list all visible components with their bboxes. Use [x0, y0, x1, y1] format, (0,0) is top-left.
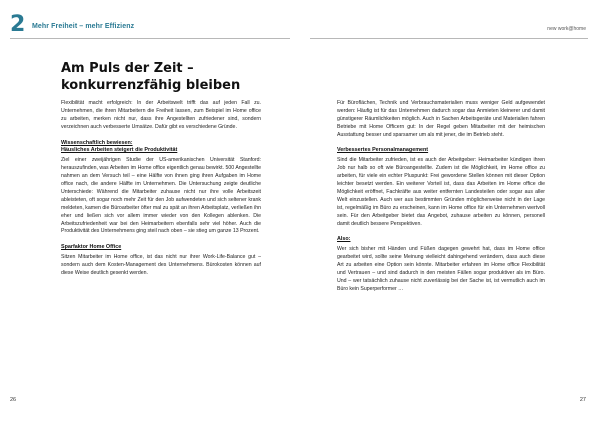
article-title [61, 60, 261, 94]
left-column [61, 100, 261, 286]
chapter-title: Mehr Freiheit – mehr Effizienz [32, 23, 135, 30]
section2-heading: Sparfaktor Home Office [61, 244, 122, 251]
section3-body: Sind die Mitarbeiter zufrieden, ist es auch der Arbeitgeber: Heimarbeiter kündigen ihren Job nur halb so oft wie Büroangestellte. Zudem ist die Möglichkeit, im Home office zu arbeiten, für viele ein echter Pluspunkt: Frei gewordene Stellen können mit dieser Option leichter besetzt werden. Ein weiterer Vorteil ist, dass das Arbeiten im Home office die Möglichkeit eröffnet, Fachkräfte aus weiter entfernten Landesteilen oder sogar aus aller Welt einzustellen. Auch wer aus bestimmten Gründen möglicherweise nicht in der Lage ist, regelmäßig im Büro zu erscheinen, kann im Home office für ein Unternehmen wertvoll sein. Für den Arbeitgeber bietet das Angebot, zuhause arbeiten zu können, personell damit deutlich bessere Perspektiven. [337, 157, 545, 227]
section1-heading-line2: Häusliches Arbeiten steigert die Produktivität [61, 147, 178, 154]
running-header-tag: new work@home [547, 26, 586, 32]
right-column [337, 100, 545, 302]
section2-body: Sitzen Mitarbeiter im Home office, ist das nicht nur ihrer Work-Life-Balance gut – sondern auch dem Kosten-Management des Unternehmens. Bürokosten können auf diese Weise deutlich gesenkt werden. [61, 254, 261, 276]
right-paragraph-1: Für Büroflächen, Technik und Verbrauchsmaterialien muss weniger Geld aufgewendet werden: Häufig ist für das Unternehmen dadurch sogar das Anmieten kleinerer und damit günstigerer Räumlichkeiten möglich. Auch in Sachen Arbeitsgeräte und Materialien fahren Betriebe mit Home Officern gut: In der Regel geben Mitarbeiter mit der heimischen Ausstattung besser und sparsamer um als mit jener, die im Betrieb steht. [337, 100, 545, 138]
article-title-line1: Am Puls der Zeit – [61, 61, 194, 76]
section3-heading: Verbessertes Personalmanagement [337, 147, 429, 154]
section1-body: Ziel einer zweijährigen Studie der US-amerikanischen Universität Stanford: herauszufinden, was Arbeiten im Home office eigentlich genau bewirkt. 500 Angestellte nahmen an dem Versuch teil – eine Hälfte von ihnen ging ihren Aufgaben im Home office nach, die andere Hälfte im Unternehmen. Die Untersuchung zeigte deutliche Unterschiede: Während die Mitarbeiter zuhause nicht nur ihre volle Arbeitszeit ableisteten, oft sogar noch mehr Zeit für den Job aufwendeten und sich seltener krank meldeten, kamen die Büroarbeiter öfter mal zu spät an ihren Arbeitsplatz, verließen ihn eher und ließen sich vor allem immer wieder von den Kollegen ablenken. Die Arbeitszufriedenheit war bei den Heimarbeitern ebenfalls sehr viel höher. Auch die Produktivität des Unternehmens ging steil nach oben – sie stieg um ganze 13 Prozent. [61, 157, 261, 235]
section1-heading-line1: Wissenschaftlich bewiesen: [61, 139, 133, 146]
intro-paragraph: Flexibilität macht erfolgreich: In der Arbeitswelt trifft das auf jeden Fall zu. Unternehmen, die ihren Mitarbeitern die Freiheit lassen, zum Beispiel im Home office zu arbeiten, merken nicht nur, dass ihre Angestellten zufriedener sind, sondern verzeichnen auch verbesserte Umsätze. Dafür gibt es verschiedene Gründe. [61, 100, 261, 130]
page-number-left: 26 [10, 397, 17, 403]
header-rule-right [310, 38, 588, 39]
section4-heading: Also: [337, 236, 351, 243]
article-title-line2: konkurrenzfähig bleiben [61, 78, 241, 93]
header-rule-left [10, 38, 290, 39]
page-number-right: 27 [579, 397, 586, 403]
section4-body: Wer sich bisher mit Händen und Füßen dagegen gewehrt hat, dass im Home office gearbeitet wird, sollte seine Meinung vielleicht dahingehend verändern, dass auch diese Art zu arbeiten eine Option sein könnte. Mitarbeiter erfahren im Home office Flexibilität und Vertrauen – und sind dadurch in den meisten Fällen sogar produktiver als im Büro. Und – wer tatsächlich zuhause nicht zuverlässig bei der Sache ist, ist vermutlich auch im Büro kein Superperformer … [337, 246, 545, 292]
chapter-number: 2 [10, 12, 26, 37]
